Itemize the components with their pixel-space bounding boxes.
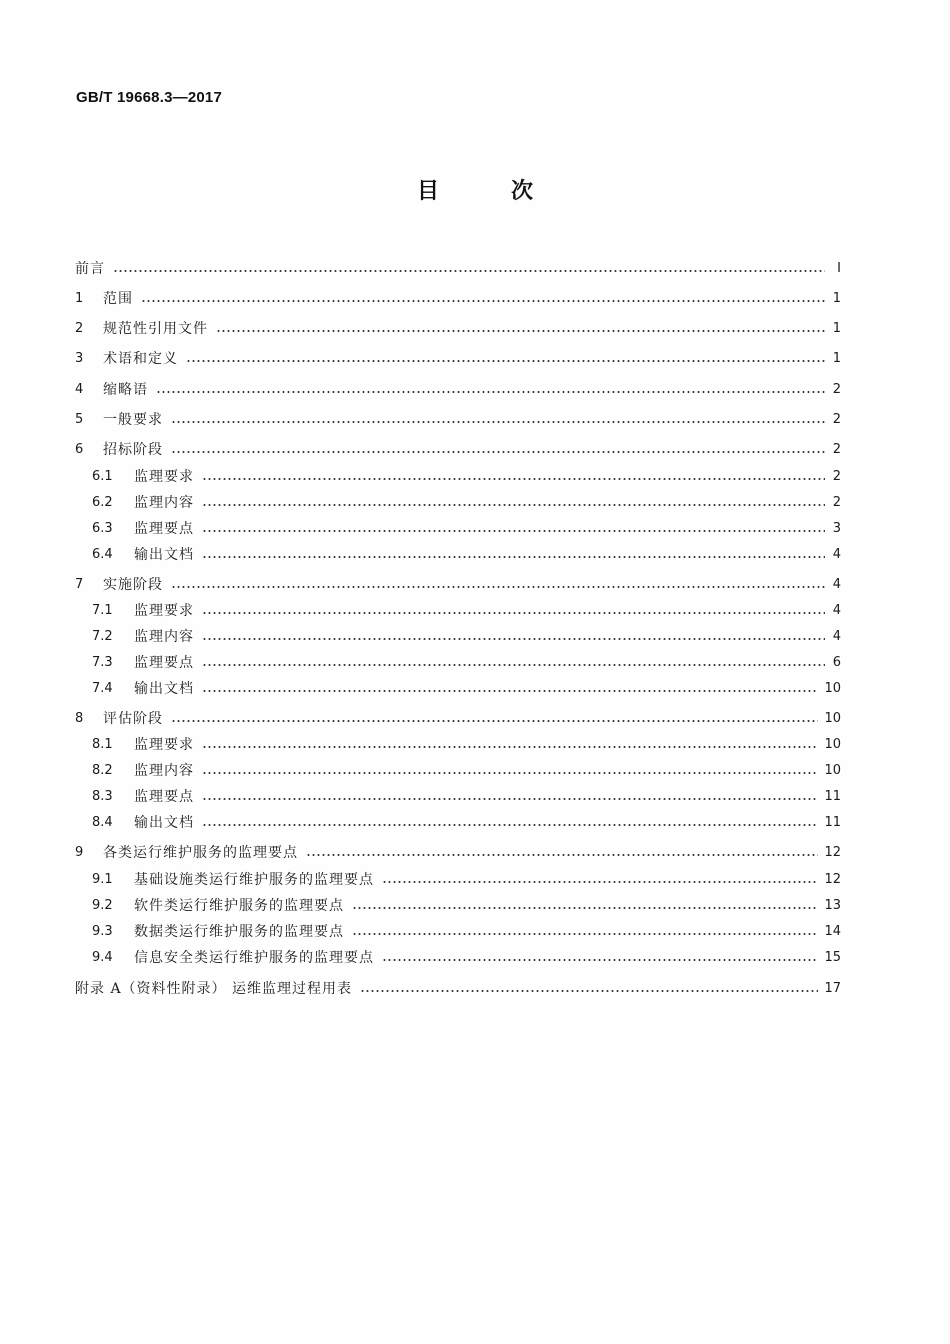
toc-entry[interactable] — [75, 542, 841, 566]
toc-entry-number: 5 — [75, 411, 84, 427]
standard-number: GB/T 19668.3—2017 — [76, 89, 222, 106]
toc-entry[interactable] — [75, 407, 841, 431]
toc-entry-page-number: 12 — [824, 871, 841, 887]
toc-leader-dots — [171, 451, 825, 453]
toc-entry-page-number: 13 — [824, 897, 841, 913]
toc-entry-number: 9.2 — [92, 897, 113, 913]
toc-entry-number: 6.2 — [92, 494, 113, 510]
toc-leader-dots — [113, 270, 825, 272]
toc-entry-label: 数据类运行维护服务的监理要点 — [134, 924, 344, 940]
toc-entry[interactable] — [75, 624, 841, 648]
toc-entry-label: 评估阶段 — [103, 711, 163, 727]
toc-entry-number: 6.4 — [92, 546, 113, 562]
toc-leader-dots — [171, 421, 825, 423]
toc-entry-number: 9.3 — [92, 923, 113, 939]
toc-entry-number: 6.1 — [92, 468, 113, 484]
toc-entry-page-number: 2 — [832, 411, 841, 427]
toc-title-char-2: 次 — [511, 179, 534, 204]
toc-leader-dots — [202, 824, 818, 826]
toc-entry-label: 输出文档 — [134, 547, 194, 563]
toc-entry-label: 监理要点 — [134, 789, 194, 805]
toc-entry[interactable] — [75, 377, 841, 401]
toc-leader-dots — [202, 612, 825, 614]
toc-entry-page-number: 1 — [832, 350, 841, 366]
toc-entry-label: 规范性引用文件 — [103, 321, 208, 337]
toc-entry[interactable] — [75, 976, 841, 1000]
toc-entry[interactable] — [75, 945, 841, 969]
toc-leader-dots — [216, 330, 825, 332]
toc-entry-label: 输出文档 — [134, 681, 194, 697]
toc-entry-page-number: 10 — [824, 736, 841, 752]
toc-entry[interactable] — [75, 650, 841, 674]
toc-entry-label: 实施阶段 — [103, 577, 163, 593]
toc-leader-dots — [202, 556, 825, 558]
toc-entry-page-number: 10 — [824, 762, 841, 778]
toc-leader-dots — [186, 360, 825, 362]
toc-entry[interactable] — [75, 572, 841, 596]
toc-entry-label: 输出文档 — [134, 815, 194, 831]
toc-leader-dots — [202, 530, 825, 532]
toc-entry-label: 监理内容 — [134, 495, 194, 511]
toc-leader-dots — [382, 881, 818, 883]
toc-entry[interactable] — [75, 919, 841, 943]
toc-leader-dots — [202, 690, 818, 692]
toc-entry-number: 7.1 — [92, 602, 113, 618]
toc-entry-label: 一般要求 — [103, 412, 163, 428]
toc-entry[interactable] — [75, 840, 841, 864]
toc-leader-dots — [202, 504, 825, 506]
toc-entry[interactable] — [75, 490, 841, 514]
toc-leader-dots — [202, 746, 818, 748]
toc-entry-number: 9.1 — [92, 871, 113, 887]
toc-entry-label: 各类运行维护服务的监理要点 — [103, 845, 298, 861]
toc-leader-dots — [171, 720, 818, 722]
toc-entry-label: 监理内容 — [134, 763, 194, 779]
toc-entry-page-number: 4 — [832, 628, 841, 644]
toc-entry-number: 4 — [75, 381, 84, 397]
toc-entry-number: 8.3 — [92, 788, 113, 804]
toc-entry-number: 6 — [75, 441, 84, 457]
toc-entry-label: 监理要点 — [134, 521, 194, 537]
toc-leader-dots — [360, 990, 818, 992]
toc-entry-page-number: 1 — [832, 320, 841, 336]
toc-entry[interactable] — [75, 516, 841, 540]
toc-entry-page-number: 17 — [824, 980, 841, 996]
toc-leader-dots — [202, 478, 825, 480]
toc-entry-page-number: 10 — [824, 710, 841, 726]
toc-entry[interactable] — [75, 732, 841, 756]
toc-entry-number: 7.2 — [92, 628, 113, 644]
toc-entry-number: 7 — [75, 576, 84, 592]
toc-leader-dots — [352, 933, 818, 935]
toc-entry-page-number: 2 — [832, 441, 841, 457]
toc-entry-label: 信息安全类运行维护服务的监理要点 — [134, 950, 374, 966]
toc-entry-label: 基础设施类运行维护服务的监理要点 — [134, 872, 374, 888]
toc-entry[interactable] — [75, 437, 841, 461]
toc-entry-page-number: 11 — [824, 788, 841, 804]
toc-entry-page-number: 4 — [832, 576, 841, 592]
toc-entry-number: 9.4 — [92, 949, 113, 965]
toc-entry[interactable] — [75, 346, 841, 370]
toc-entry-number: 8.4 — [92, 814, 113, 830]
toc-entry-label: 监理要求 — [134, 469, 194, 485]
toc-entry-number: 8 — [75, 710, 84, 726]
toc-leader-dots — [306, 854, 818, 856]
toc-entry-number: 2 — [75, 320, 84, 336]
toc-entry-number: 3 — [75, 350, 84, 366]
toc-entry[interactable] — [75, 598, 841, 622]
toc-leader-dots — [171, 586, 825, 588]
toc-entry-number: 1 — [75, 290, 84, 306]
toc-entry-page-number: 12 — [824, 844, 841, 860]
toc-entry-label: 范围 — [103, 291, 133, 307]
toc-entry[interactable] — [75, 810, 841, 834]
toc-entry[interactable] — [75, 867, 841, 891]
toc-entry[interactable] — [75, 758, 841, 782]
toc-entry-label: 监理内容 — [134, 629, 194, 645]
toc-entry-page-number: 2 — [832, 381, 841, 397]
toc-entry-page-number: 2 — [832, 494, 841, 510]
toc-entry-page-number: 11 — [824, 814, 841, 830]
toc-entry-page-number: 14 — [824, 923, 841, 939]
toc-entry-page-number: 4 — [832, 602, 841, 618]
toc-title — [0, 174, 950, 205]
toc-entry-number: 9 — [75, 844, 84, 860]
toc-entry[interactable] — [75, 316, 841, 340]
toc-leader-dots — [156, 391, 825, 393]
toc-entry-page-number: 2 — [832, 468, 841, 484]
toc-entry-number: 8.2 — [92, 762, 113, 778]
toc-entry-label: 监理要求 — [134, 603, 194, 619]
toc-entry-label: 前言 — [75, 261, 105, 277]
toc-leader-dots — [352, 907, 818, 909]
toc-entry-page-number: Ⅰ — [837, 260, 841, 276]
toc-entry-page-number: 1 — [832, 290, 841, 306]
toc-entry[interactable] — [75, 784, 841, 808]
toc-entry-label: 软件类运行维护服务的监理要点 — [134, 898, 344, 914]
toc-entry-number: 7.4 — [92, 680, 113, 696]
toc-entry-label: 附录 A（资料性附录） 运维监理过程用表 — [75, 981, 353, 997]
toc-title-char-1: 目 — [416, 179, 439, 204]
toc-leader-dots — [202, 664, 825, 666]
toc-entry-label: 监理要点 — [134, 655, 194, 671]
toc-entry[interactable] — [75, 464, 841, 488]
toc-leader-dots — [202, 772, 818, 774]
toc-entry-label: 监理要求 — [134, 737, 194, 753]
toc-entry-page-number: 6 — [832, 654, 841, 670]
toc-entry-label: 术语和定义 — [103, 351, 178, 367]
toc-leader-dots — [141, 300, 825, 302]
toc-leader-dots — [202, 638, 825, 640]
toc-entry-page-number: 4 — [832, 546, 841, 562]
toc-entry[interactable] — [75, 286, 841, 310]
toc-entry[interactable] — [75, 893, 841, 917]
toc-leader-dots — [382, 959, 818, 961]
toc-entry-page-number: 3 — [832, 520, 841, 536]
toc-entry-number: 8.1 — [92, 736, 113, 752]
toc-entry-number: 7.3 — [92, 654, 113, 670]
toc-entry-label: 招标阶段 — [103, 442, 163, 458]
toc-entry[interactable] — [75, 706, 841, 730]
toc-entry-page-number: 15 — [824, 949, 841, 965]
toc-entry[interactable] — [75, 256, 841, 280]
toc-entry-number: 6.3 — [92, 520, 113, 536]
toc-leader-dots — [202, 798, 818, 800]
toc-entry[interactable] — [75, 676, 841, 700]
toc-entry-label: 缩略语 — [103, 382, 148, 398]
toc-entry-page-number: 10 — [824, 680, 841, 696]
